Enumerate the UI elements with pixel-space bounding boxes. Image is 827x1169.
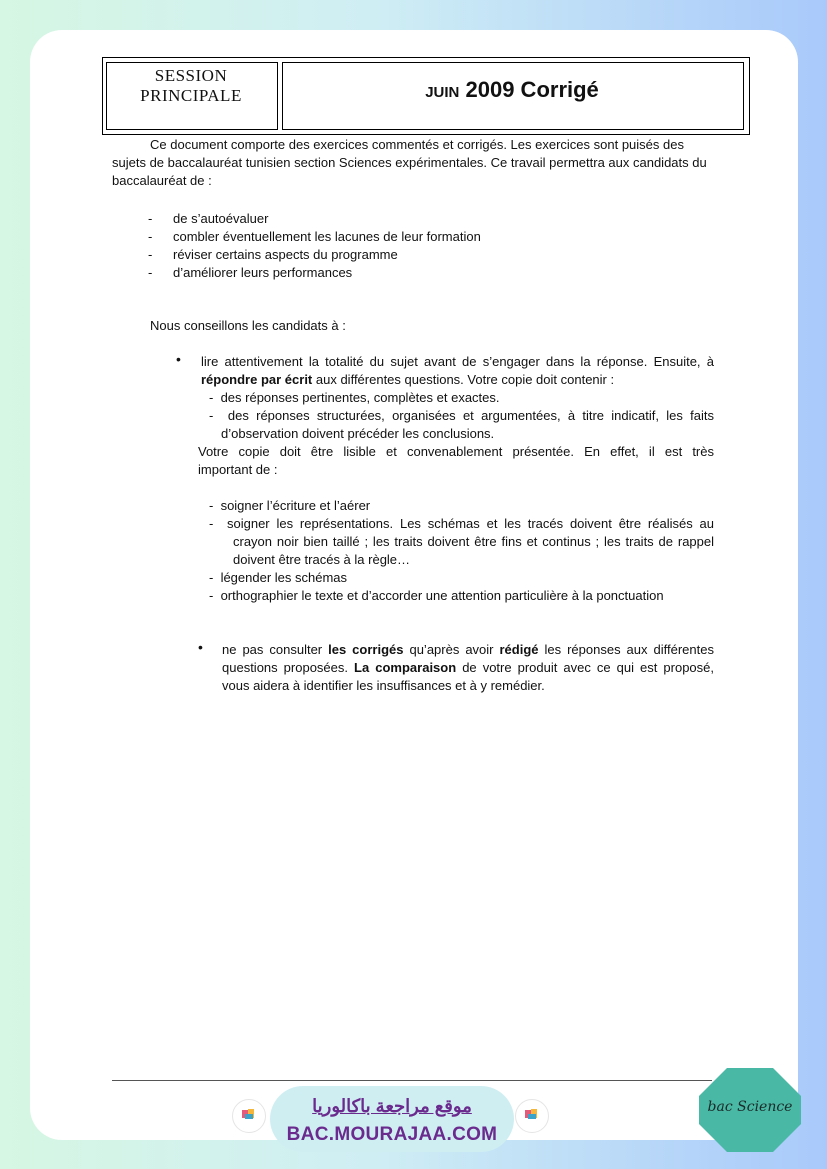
presentation-line1: Votre copie doit être lisible et convenablement présentée. En effet, il est très xyxy=(198,444,714,459)
sub-item: - soigner les représentations. Les schémas et les tracés doivent être réalisés au xyxy=(209,516,715,531)
footer-divider xyxy=(112,1080,712,1081)
presentation-line2: important de : xyxy=(198,462,278,477)
bullet-marker: • xyxy=(198,639,203,655)
bold-phrase: répondre par écrit xyxy=(201,372,313,387)
dash-marker: - xyxy=(148,265,153,280)
intro-paragraph: Ce document comporte des exercices commentés et corrigés. Les exercices sont puisés des sujets de baccalauréat tunisien section Sciences expérimentales. Ce travail permettra aux candidats du baccalauréat de : xyxy=(112,137,707,188)
bold-phrase: les corrigés xyxy=(328,642,404,657)
text-run: questions proposées. xyxy=(222,660,355,675)
session-label xyxy=(106,66,276,106)
title-month: JUIN xyxy=(425,84,460,101)
sub-item-text: des réponses structurées, organisées et argumentées, à titre indicatif, les faits xyxy=(227,408,714,423)
footer-url-link[interactable]: BAC.MOURAJAA.COM xyxy=(286,1124,498,1145)
bullet2-line2 xyxy=(222,659,714,677)
sub-item: - légender les schémas xyxy=(209,570,348,585)
sub-item-text: des réponses pertinentes, complètes et exactes. xyxy=(220,390,500,405)
sub-item-text: soigner l’écriture et l’aérer xyxy=(220,498,371,513)
sub-item-text: soigner les représentations. Les schémas et les tracés doivent être réalisés au xyxy=(227,516,715,531)
dash-marker: - xyxy=(148,247,153,262)
session-line2: PRINCIPALE xyxy=(140,86,242,105)
sub-item-text: légender les schémas xyxy=(220,570,348,585)
session-line1: SESSION xyxy=(154,66,228,85)
advice-intro: Nous conseillons les candidats à : xyxy=(150,318,346,333)
text-run: ne pas consulter xyxy=(222,642,329,657)
site-logo-icon xyxy=(515,1099,549,1133)
bold-phrase: rédigé xyxy=(499,642,539,657)
bold-phrase: La comparaison xyxy=(354,660,457,675)
bullet-marker: • xyxy=(176,351,181,367)
document-page xyxy=(30,30,798,1140)
bullet1-line1: lire attentivement la totalité du sujet avant de s’engager dans la réponse. Ensuite, à xyxy=(201,354,714,369)
footer-arabic-link[interactable]: موقع مراجعة باكالوريا xyxy=(312,1096,472,1116)
sub-item-continuation: crayon noir bien taillé ; les traits doivent être fins et continus ; les traits de rappel xyxy=(233,534,714,549)
badge-label: bac Science xyxy=(707,1099,793,1115)
sub-item: - soigner l’écriture et l’aérer xyxy=(209,498,371,513)
sub-item-continuation: doivent être tracés à la règle… xyxy=(233,552,411,567)
title-year: 2009 Corrigé xyxy=(459,77,599,102)
sub-item-continuation: d’observation doivent précéder les conclusions. xyxy=(221,426,495,441)
sub-item: - des réponses pertinentes, complètes et exactes. xyxy=(209,390,500,405)
sub-item: - des réponses structurées, organisées et argumentées, à titre indicatif, les faits xyxy=(209,408,714,423)
goal-item: de s’autoévaluer xyxy=(173,211,269,226)
sub-item: - orthographier le texte et d’accorder une attention particulière à la ponctuation xyxy=(209,588,664,603)
text-run: les réponses aux différentes xyxy=(538,642,714,657)
bullet1-line2 xyxy=(201,371,714,389)
text-run: de votre produit avec ce qui est proposé, xyxy=(456,660,714,675)
page-title xyxy=(282,77,742,103)
text-run: qu’après avoir xyxy=(403,642,500,657)
goal-item: d’améliorer leurs performances xyxy=(173,265,353,280)
sub-item-text: orthographier le texte et d’accorder une attention particulière à la ponctuation xyxy=(220,588,664,603)
goal-item: combler éventuellement les lacunes de leur formation xyxy=(173,229,481,244)
dash-marker: - xyxy=(148,229,153,244)
bullet1-line2-rest: aux différentes questions. Votre copie doit contenir : xyxy=(312,372,615,387)
goal-item: réviser certains aspects du programme xyxy=(173,247,398,262)
bullet2-line1 xyxy=(222,641,714,659)
site-logo-icon xyxy=(232,1099,266,1133)
dash-marker: - xyxy=(148,211,153,226)
bullet2-line3: vous aidera à identifier les insuffisances et à y remédier. xyxy=(222,678,545,693)
